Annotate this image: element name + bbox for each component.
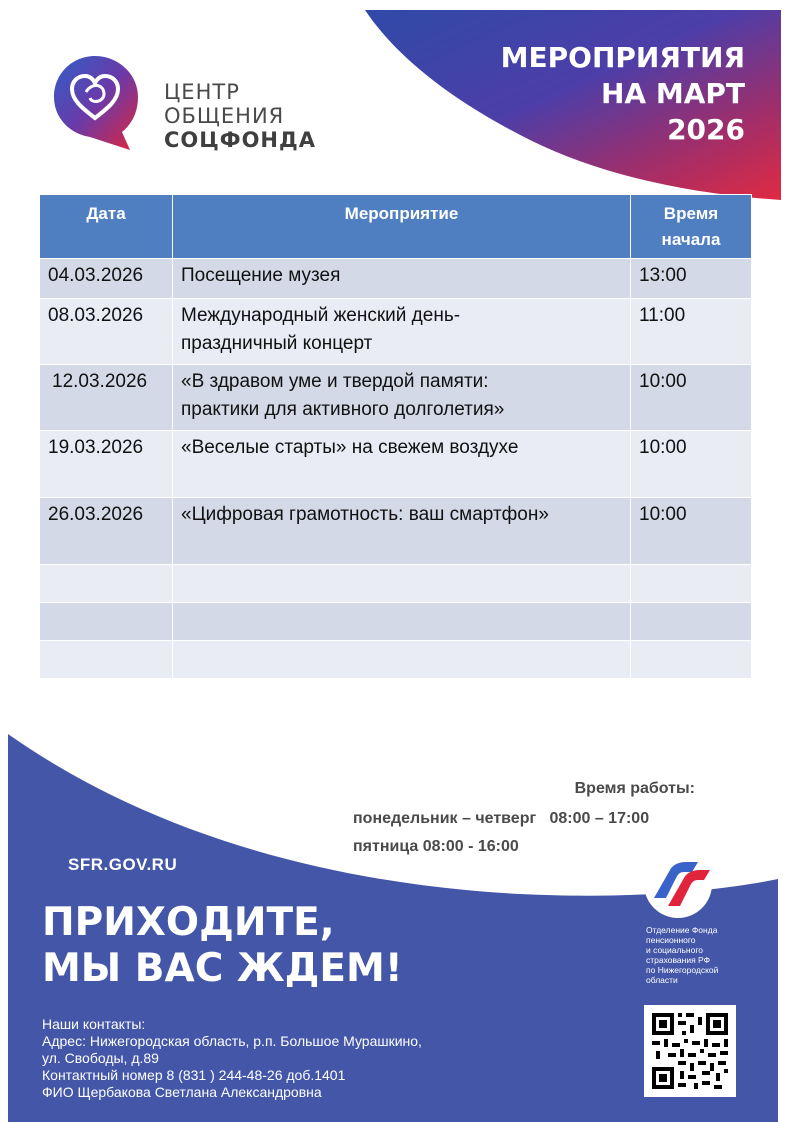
sfr-org-name	[646, 925, 756, 985]
sfr-line3: и социального	[646, 945, 703, 955]
contacts-block	[42, 1016, 502, 1101]
row-event-line1: «В здравом уме и твердой памяти:	[181, 371, 489, 392]
contacts-phone: Контактный номер 8 (831 ) 244-48-26 доб.1401	[42, 1067, 346, 1083]
header-time-line1: Время	[663, 204, 719, 223]
row-event: «Цифровая грамотность: ваш смартфон»	[173, 498, 631, 565]
working-hours-friday: пятница 08:00 - 16:00	[353, 838, 519, 855]
row-time: 11:00	[631, 299, 752, 365]
row-event: Посещение музея	[173, 259, 631, 299]
website-link[interactable]: SFR.GOV.RU	[68, 855, 178, 874]
header-event: Мероприятие	[173, 195, 631, 259]
table-row-empty	[40, 641, 752, 679]
heart-speech-bubble-icon	[52, 52, 138, 152]
working-hours-title: Время работы:	[574, 780, 695, 797]
row-event	[173, 299, 631, 365]
events-table	[39, 194, 752, 679]
contacts-title: Наши контакты:	[42, 1016, 146, 1032]
slogan	[42, 900, 403, 992]
table-row-empty	[40, 565, 752, 603]
banner-title-line3: 2026	[667, 113, 745, 146]
contacts-person: ФИО Щербакова Светлана Александровна	[42, 1084, 322, 1100]
banner-title	[445, 40, 745, 148]
working-hours-weekdays: понедельник – четверг 08:00 – 17:00	[353, 810, 650, 827]
row-event-line1: Международный женский день-	[181, 305, 461, 326]
row-date: 19.03.2026	[40, 431, 173, 498]
row-date: 08.03.2026	[40, 299, 173, 365]
header-time-line2: начала	[661, 230, 721, 249]
logo-line1: ЦЕНТР	[164, 80, 240, 104]
contacts-address-line1: Адрес: Нижегородская область, р.п. Большое Мурашкино,	[42, 1033, 422, 1049]
sfr-line4: страхования РФ	[646, 955, 711, 965]
qr-code-icon[interactable]	[644, 1005, 736, 1097]
table-header-row	[40, 195, 752, 259]
sfr-logo-icon	[640, 848, 722, 920]
header-time	[631, 195, 752, 259]
logo-line3: СОЦФОНДА	[164, 128, 316, 152]
banner-title-line1: МЕРОПРИЯТИЯ	[500, 41, 745, 74]
row-date: 04.03.2026	[40, 259, 173, 299]
row-date: 26.03.2026	[40, 498, 173, 565]
table-row	[40, 431, 752, 498]
row-time: 10:00	[631, 365, 752, 431]
sfr-line6: области	[646, 975, 678, 985]
sfr-line1: Отделение Фонда	[646, 925, 718, 935]
row-event: «Веселые старты» на свежем воздухе	[173, 431, 631, 498]
banner-title-line2: НА МАРТ	[600, 77, 745, 110]
row-time: 13:00	[631, 259, 752, 299]
contacts-address-line2: ул. Свободы, д.89	[42, 1050, 159, 1066]
table-row	[40, 299, 752, 365]
table-row	[40, 498, 752, 565]
slogan-line1: ПРИХОДИТЕ,	[42, 900, 335, 945]
logo-text	[164, 80, 364, 152]
table-row-empty	[40, 603, 752, 641]
row-time: 10:00	[631, 431, 752, 498]
table-row	[40, 365, 752, 431]
sfr-line2: пенсионного	[646, 935, 696, 945]
row-time: 10:00	[631, 498, 752, 565]
sfr-line5: по Нижегородской	[646, 965, 719, 975]
row-event-line2: практики для активного долголетия»	[181, 399, 505, 420]
table-row	[40, 259, 752, 299]
header-date: Дата	[40, 195, 173, 259]
logo-line2: ОБЩЕНИЯ	[164, 104, 285, 128]
row-date: 12.03.2026	[40, 365, 173, 431]
row-event	[173, 365, 631, 431]
slogan-line2: МЫ ВАС ЖДЕМ!	[42, 946, 403, 991]
row-event-line2: праздничный концерт	[181, 333, 373, 354]
